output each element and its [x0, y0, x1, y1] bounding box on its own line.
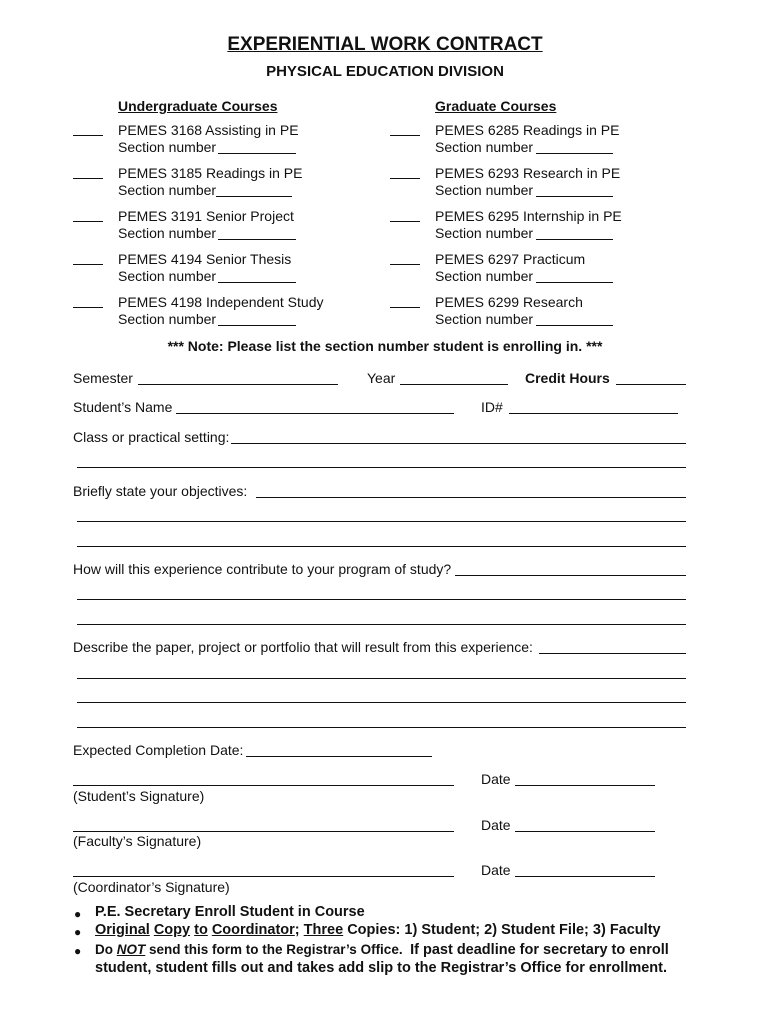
- section-number-blank[interactable]: [536, 196, 613, 197]
- bullet-icon: ●: [74, 907, 82, 921]
- section-number-blank[interactable]: [218, 282, 296, 283]
- objectives-field[interactable]: [256, 497, 686, 498]
- course-entry: [435, 208, 622, 242]
- bullet-registrar-line2: student, student fills out and takes add slip to the Registrar’s Office for enrollment.: [95, 960, 668, 976]
- section-number-label: Section number: [118, 311, 217, 327]
- bullet-enroll: P.E. Secretary Enroll Student in Course: [95, 904, 365, 920]
- course-entry: [118, 251, 291, 285]
- objectives-label: Briefly state your objectives:: [73, 483, 248, 499]
- contribute-field[interactable]: [455, 575, 686, 576]
- bullet-copies: [95, 922, 661, 938]
- course-entry: [118, 294, 323, 328]
- copy-word: Copy: [153, 922, 191, 938]
- id-label: ID#: [481, 399, 503, 415]
- section-number-blank[interactable]: [218, 153, 296, 154]
- course-entry: [435, 294, 583, 328]
- course-check-blank[interactable]: [73, 178, 103, 179]
- course-entry: [118, 122, 299, 156]
- grad-heading: Graduate Courses: [435, 98, 557, 114]
- date-label: Date: [481, 862, 511, 878]
- course-entry: [435, 251, 585, 285]
- course-entry: [435, 165, 620, 199]
- deadline-text: If past deadline for secretary to enroll: [410, 942, 669, 958]
- section-number-label: Section number: [435, 268, 534, 284]
- contribute-line[interactable]: [77, 624, 686, 625]
- bullet-registrar: [95, 942, 669, 958]
- section-number-label: Section number: [118, 182, 217, 198]
- course-check-blank[interactable]: [73, 135, 103, 136]
- do-word: Do: [95, 942, 113, 957]
- course-check-blank[interactable]: [390, 178, 420, 179]
- course-name: PEMES 4194 Senior Thesis: [118, 251, 292, 267]
- bullet-icon: ●: [74, 944, 82, 958]
- course-name: PEMES 6293 Research in PE: [435, 165, 621, 181]
- objectives-line[interactable]: [77, 546, 686, 547]
- section-number-blank[interactable]: [216, 196, 292, 197]
- faculty-signature-field[interactable]: [73, 831, 454, 832]
- course-name: PEMES 6299 Research: [435, 294, 583, 310]
- faculty-signature-label: (Faculty’s Signature): [73, 833, 202, 849]
- year-label: Year: [367, 370, 396, 386]
- course-check-blank[interactable]: [73, 221, 103, 222]
- describe-field[interactable]: [539, 653, 686, 654]
- copies-list: Copies: 1) Student; 2) Student File; 3) Faculty: [347, 922, 661, 938]
- three-word: Three: [303, 922, 344, 938]
- course-name: PEMES 6285 Readings in PE: [435, 122, 620, 138]
- course-name: PEMES 3168 Assisting in PE: [118, 122, 299, 138]
- course-check-blank[interactable]: [390, 307, 420, 308]
- undergrad-heading: Undergraduate Courses: [118, 98, 278, 114]
- coordinator-signature-field[interactable]: [73, 876, 454, 877]
- credit-hours-label: Credit Hours: [525, 370, 610, 386]
- describe-label: Describe the paper, project or portfolio that will result from this experience:: [73, 639, 533, 655]
- section-number-blank[interactable]: [218, 325, 296, 326]
- course-check-blank[interactable]: [73, 307, 103, 308]
- section-number-blank[interactable]: [536, 153, 613, 154]
- describe-line[interactable]: [77, 727, 686, 728]
- section-number-label: Section number: [435, 225, 534, 241]
- course-check-blank[interactable]: [390, 264, 420, 265]
- section-number-label: Section number: [435, 182, 534, 198]
- section-number-label: Section number: [118, 225, 217, 241]
- course-check-blank[interactable]: [73, 264, 103, 265]
- course-check-blank[interactable]: [390, 221, 420, 222]
- form-subtitle: PHYSICAL EDUCATION DIVISION: [266, 63, 504, 80]
- contribute-line[interactable]: [77, 599, 686, 600]
- describe-line[interactable]: [77, 702, 686, 703]
- form-title: EXPERIENTIAL WORK CONTRACT: [227, 34, 543, 55]
- course-name: PEMES 6297 Practicum: [435, 251, 586, 267]
- coordinator-signature-label: (Coordinator’s Signature): [73, 879, 230, 895]
- section-number-label: Section number: [118, 268, 217, 284]
- section-number-label: Section number: [435, 311, 534, 327]
- original-word: Original: [95, 922, 150, 938]
- student-name-label: Student’s Name: [73, 399, 173, 415]
- completion-date-label: Expected Completion Date:: [73, 742, 244, 758]
- course-entry: [118, 165, 302, 199]
- to-word: to: [194, 922, 208, 938]
- section-number-blank[interactable]: [218, 239, 296, 240]
- section-number-blank[interactable]: [536, 325, 613, 326]
- bullet-icon: ●: [74, 925, 82, 939]
- objectives-line[interactable]: [77, 521, 686, 522]
- section-number-blank[interactable]: [536, 239, 613, 240]
- completion-date-field[interactable]: [246, 756, 432, 757]
- not-word: NOT: [116, 942, 146, 957]
- course-check-blank[interactable]: [390, 135, 420, 136]
- contribute-label: How will this experience contribute to your program of study?: [73, 561, 452, 577]
- section-number-blank[interactable]: [536, 282, 613, 283]
- faculty-signature-date-field[interactable]: [515, 831, 655, 832]
- student-signature-date-field[interactable]: [515, 785, 655, 786]
- course-entry: [435, 122, 619, 156]
- credit-hours-field[interactable]: [616, 384, 686, 385]
- course-name: PEMES 3191 Senior Project: [118, 208, 294, 224]
- student-signature-label: (Student’s Signature): [73, 788, 205, 804]
- class-setting-line[interactable]: [77, 467, 686, 468]
- course-name: PEMES 3185 Readings in PE: [118, 165, 303, 181]
- section-number-label: Section number: [118, 139, 217, 155]
- coordinator-signature-date-field[interactable]: [515, 876, 655, 877]
- year-field[interactable]: [400, 384, 508, 385]
- section-number-label: Section number: [435, 139, 534, 155]
- student-signature-field[interactable]: [73, 785, 454, 786]
- semester-label: Semester: [73, 370, 133, 386]
- course-name: PEMES 4198 Independent Study: [118, 294, 324, 310]
- course-entry: [118, 208, 294, 242]
- id-field[interactable]: [509, 413, 678, 414]
- course-name: PEMES 6295 Internship in PE: [435, 208, 622, 224]
- coordinator-word: Coordinator: [211, 922, 295, 938]
- date-label: Date: [481, 817, 511, 833]
- student-name-field[interactable]: [176, 413, 454, 414]
- date-label: Date: [481, 771, 511, 787]
- class-setting-field[interactable]: [231, 443, 686, 444]
- semester-field[interactable]: [138, 384, 338, 385]
- semicolon: ;: [294, 922, 300, 938]
- describe-line[interactable]: [77, 678, 686, 679]
- section-note: *** Note: Please list the section number student is enrolling in. ***: [167, 338, 603, 354]
- class-setting-label: Class or practical setting:: [73, 429, 230, 445]
- registrar-text: send this form to the Registrar’s Office.: [149, 942, 403, 957]
